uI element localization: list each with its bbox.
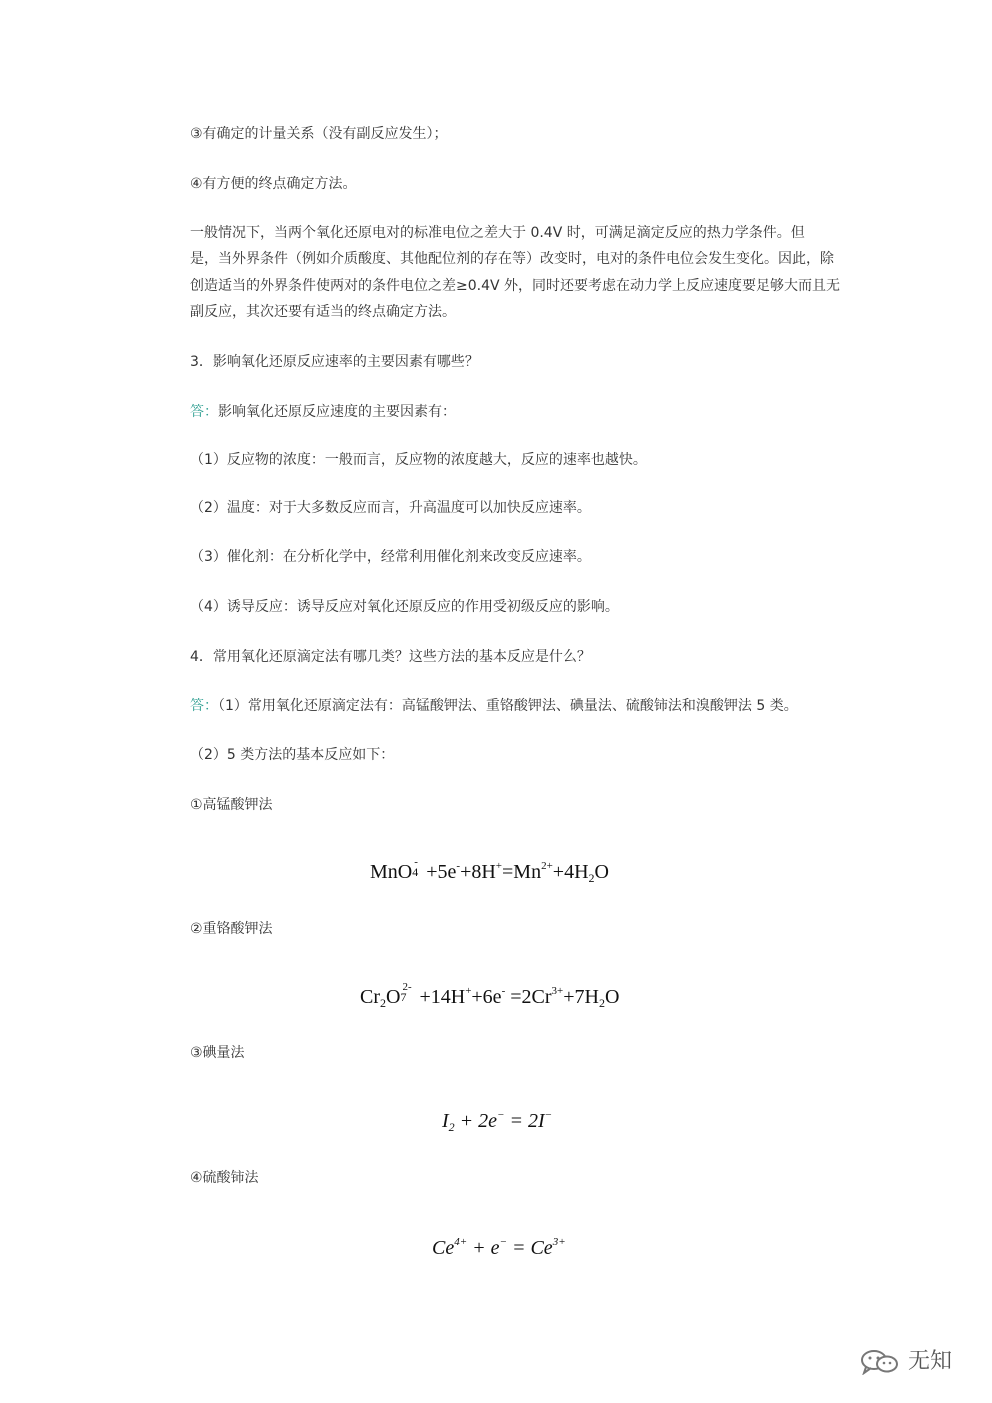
answer-4-part-2: （2）5 类方法的基本反应如下： — [190, 747, 395, 763]
watermark — [860, 1347, 970, 1377]
paragraph-line-3: 创造适当的外界条件使两对的条件电位之差≥0.4V 外，同时还要考虑在动力学上反应速度要足够大而且无 — [190, 278, 841, 294]
watermark-text: 无知 — [908, 1349, 953, 1374]
question-3: 3．影响氧化还原反应速率的主要因素有哪些？ — [190, 354, 479, 370]
factor-1: （1）反应物的浓度：一般而言，反应物的浓度越大，反应的速率也越快。 — [190, 452, 647, 468]
condition-4: ④有方便的终点确定方法。 — [190, 176, 357, 192]
answer-label: 答： — [190, 404, 218, 420]
method-1-title: ①高锰酸钾法 — [190, 797, 273, 813]
answer-4-text: （1）常用氧化还原滴定法有：高锰酸钾法、重铬酸钾法、碘量法、硫酸铈法和溴酸钾法 5 类。 — [218, 698, 798, 714]
condition-3: ③有确定的计量关系（没有副反应发生）； — [190, 126, 448, 142]
answer-4 — [190, 696, 798, 716]
wechat-icon — [860, 1349, 900, 1375]
equation-dichromate: $Cr_2O$ 7 2- $+14H^++6e^- =2Cr^{3+}+7H_2O$ — [360, 981, 620, 1010]
paragraph-line-2: 是，当外界条件（例如介质酸度、其他配位剂的存在等）改变时，电对的条件电位会发生变化。因此，除 — [190, 251, 834, 267]
answer-label: 答： — [190, 698, 218, 714]
equation-permanganate: MnO 4 - $+5e^-+8H^+=Mn^{2+}+4H_2O$ — [370, 856, 609, 885]
paragraph-line-4: 副反应，其次还要有适当的终点确定方法。 — [190, 304, 456, 320]
equation-iodometry: $I_2 + 2e^- = 2I^-$ — [442, 1109, 553, 1134]
method-3-title: ③碘量法 — [190, 1045, 245, 1061]
question-4: 4．常用氧化还原滴定法有哪几类？这些方法的基本反应是什么？ — [190, 649, 591, 665]
answer-3 — [190, 402, 456, 422]
equation-cerium: $Ce^{4+} + e^- = Ce^{3+}$ — [432, 1236, 566, 1259]
method-4-title: ④硫酸铈法 — [190, 1170, 259, 1186]
factor-2: （2）温度：对于大多数反应而言，升高温度可以加快反应速率。 — [190, 500, 591, 516]
answer-3-text: 影响氧化还原反应速度的主要因素有： — [218, 404, 456, 420]
paragraph-line-1: 一般情况下，当两个氧化还原电对的标准电位之差大于 0.4V 时，可满足滴定反应的热力学条件。但 — [190, 225, 805, 241]
factor-3: （3）催化剂：在分析化学中，经常利用催化剂来改变反应速率。 — [190, 549, 591, 565]
factor-4: （4）诱导反应：诱导反应对氧化还原反应的作用受初级反应的影响。 — [190, 599, 619, 615]
method-2-title: ②重铬酸钾法 — [190, 921, 273, 937]
